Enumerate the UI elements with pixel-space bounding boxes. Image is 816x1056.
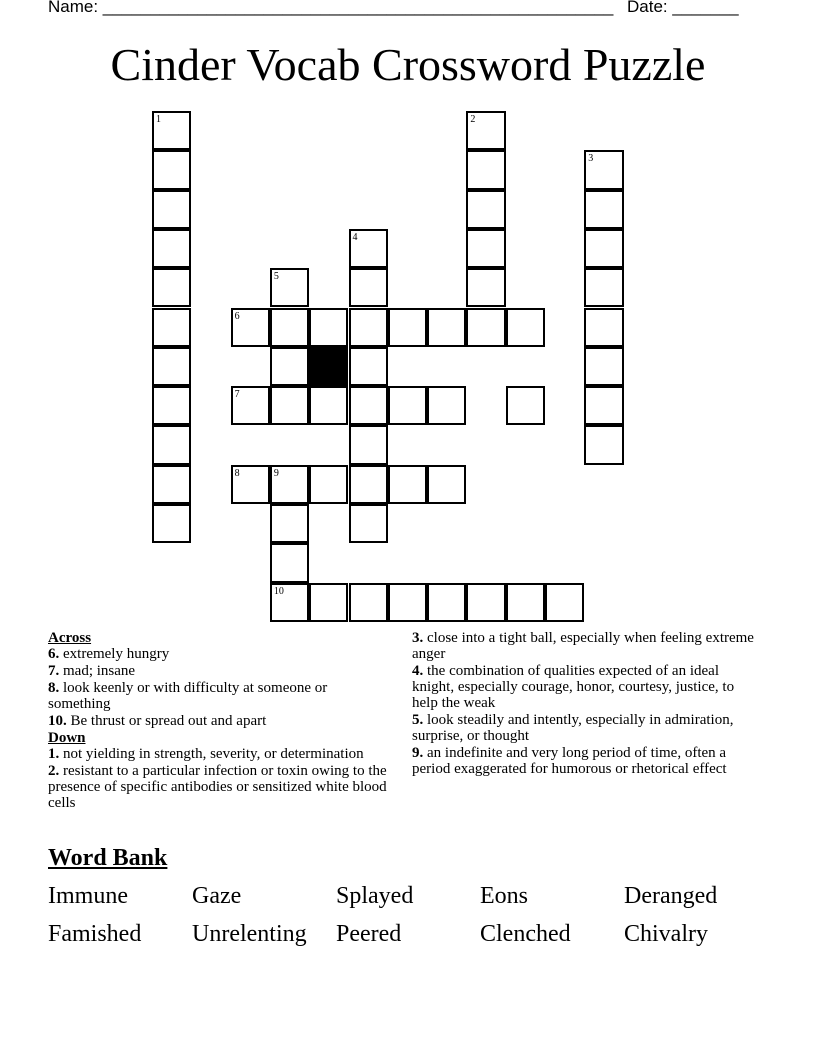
crossword-cell — [309, 308, 348, 347]
word-bank-item: Famished — [48, 921, 142, 947]
crossword-cell — [152, 150, 191, 189]
crossword-cell — [349, 386, 388, 425]
crossword-cell — [152, 190, 191, 229]
clue-number: 10 — [273, 585, 284, 597]
crossword-cell — [152, 111, 191, 150]
crossword-cell — [584, 190, 623, 229]
crossword-cell — [584, 386, 623, 425]
crossword-cell — [427, 308, 466, 347]
clue-number: 9 — [273, 467, 279, 479]
crossword-cell — [506, 386, 545, 425]
word-bank-item: Unrelenting — [192, 921, 307, 947]
crossword-cell — [270, 583, 309, 622]
crossword-cell — [466, 229, 505, 268]
crossword-cell — [349, 229, 388, 268]
crossword-cell — [270, 268, 309, 307]
crossword-cell — [152, 386, 191, 425]
crossword-cell — [349, 308, 388, 347]
crossword-cell — [309, 386, 348, 425]
clue-down-3: 3. close into a tight ball, especially when feeling extreme anger — [412, 630, 754, 662]
name-field-label: Name: ______________________________________________________ — [48, 0, 614, 16]
crossword-cell — [427, 583, 466, 622]
crossword-black-cell — [309, 347, 348, 386]
crossword-cell — [231, 308, 270, 347]
clue-number: 5 — [273, 271, 279, 283]
crossword-cell — [270, 465, 309, 504]
crossword-cell — [388, 465, 427, 504]
crossword-cell — [270, 386, 309, 425]
clue-number: 6 — [234, 310, 240, 322]
across-heading: Across — [48, 630, 92, 646]
crossword-cell — [584, 150, 623, 189]
word-bank-item: Eons — [480, 883, 528, 909]
clue-down-4: 4. the combination of qualities expected of an ideal knight, especially courage, honor, courtesy, justice, to help the weak — [412, 663, 735, 711]
word-bank-title: Word Bank — [48, 845, 168, 871]
crossword-cell — [506, 308, 545, 347]
crossword-cell — [388, 386, 427, 425]
clues-right-column — [412, 630, 762, 778]
crossword-cell — [152, 465, 191, 504]
crossword-cell — [466, 583, 505, 622]
crossword-cell — [584, 308, 623, 347]
crossword-cell — [545, 583, 584, 622]
clue-across-10: 10. Be thrust or spread out and apart — [48, 713, 267, 729]
crossword-cell — [349, 465, 388, 504]
crossword-cell — [152, 229, 191, 268]
word-bank-item: Chivalry — [624, 921, 708, 947]
clue-number: 4 — [352, 231, 358, 243]
clue-number: 1 — [156, 114, 161, 125]
crossword-cell — [466, 268, 505, 307]
crossword-cell — [388, 583, 427, 622]
down-heading: Down — [48, 730, 86, 746]
page-title: Cinder Vocab Crossword Puzzle — [110, 39, 706, 90]
word-bank-item: Clenched — [480, 921, 571, 947]
word-bank-item: Splayed — [336, 883, 414, 909]
crossword-cell — [231, 386, 270, 425]
clue-down-9: 9. an indefinite and very long period of time, often a period exaggerated for humorous or rhetorical effect — [412, 745, 727, 777]
crossword-cell — [427, 386, 466, 425]
clue-number: 2 — [470, 114, 476, 125]
word-bank-item: Immune — [48, 883, 128, 909]
clue-down-1: 1. not yielding in strength, severity, or determination — [48, 746, 364, 762]
date-field-label: Date: _______ — [627, 0, 739, 16]
crossword-cell — [152, 504, 191, 543]
crossword-cell — [349, 583, 388, 622]
crossword-cell — [506, 583, 545, 622]
crossword-cell — [349, 504, 388, 543]
clue-number: 7 — [234, 389, 240, 401]
crossword-cell — [270, 543, 309, 582]
crossword-cell — [152, 308, 191, 347]
crossword-cell — [466, 150, 505, 189]
crossword-cell — [152, 425, 191, 464]
crossword-cell — [427, 465, 466, 504]
crossword-cell — [466, 111, 505, 150]
crossword-cell — [309, 465, 348, 504]
word-bank-item: Peered — [336, 921, 402, 947]
clue-down-5: 5. look steadily and intently, especially in admiration, surprise, or thought — [412, 712, 734, 744]
clue-number: 8 — [234, 467, 240, 479]
crossword-cell — [349, 347, 388, 386]
clue-across-7: 7. mad; insane — [48, 663, 136, 679]
clue-number: 3 — [588, 153, 594, 165]
crossword-cell — [466, 308, 505, 347]
crossword-cell — [309, 583, 348, 622]
crossword-cell — [152, 268, 191, 307]
crossword-cell — [270, 347, 309, 386]
crossword-cell — [584, 268, 623, 307]
crossword-cell — [584, 347, 623, 386]
word-bank-item: Deranged — [624, 883, 718, 909]
crossword-cell — [270, 308, 309, 347]
clue-across-6: 6. extremely hungry — [48, 646, 170, 662]
word-bank-item: Gaze — [192, 883, 242, 909]
crossword-cell — [466, 190, 505, 229]
crossword-cell — [584, 425, 623, 464]
crossword-cell — [584, 229, 623, 268]
crossword-cell — [349, 268, 388, 307]
clue-down-2: 2. resistant to a particular infection or toxin owing to the presence of specific antibodies or sensitized white blood cells — [48, 763, 387, 811]
crossword-cell — [231, 465, 270, 504]
clues-left-column — [48, 630, 388, 812]
crossword-cell — [270, 504, 309, 543]
clue-across-8: 8. look keenly or with difficulty at someone or something — [48, 680, 328, 712]
crossword-cell — [152, 347, 191, 386]
crossword-cell — [388, 308, 427, 347]
crossword-cell — [349, 425, 388, 464]
